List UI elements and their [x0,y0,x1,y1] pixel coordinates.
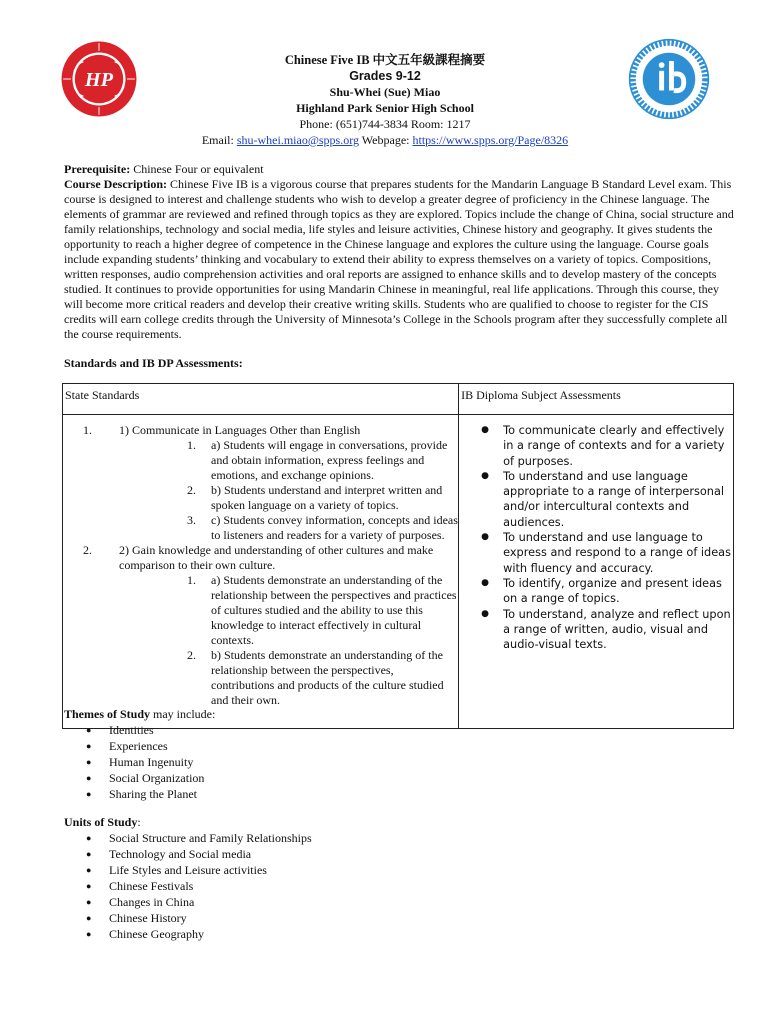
units-label: Units of Study [64,815,138,829]
bullet-icon: ● [86,725,92,735]
school-name: Highland Park Senior High School [296,101,474,115]
standards-section-title: Standards and IB DP Assessments: [64,356,243,370]
bullet-icon: ● [86,865,92,875]
sub-standard-number: 1. [187,573,196,587]
prerequisite [64,162,734,177]
unit-item [64,910,664,926]
teacher-name: Shu-Whei (Sue) Miao [329,85,441,99]
ib-world-school-logo [628,38,710,120]
table-header-row [63,384,734,415]
svg-text:HP: HP [84,69,114,92]
themes-of-study [64,706,664,802]
theme-item [64,722,664,738]
units-list [64,830,664,942]
sub-standard-number: 2. [187,648,196,662]
unit-item [64,846,664,862]
bullet-icon: ● [86,897,92,907]
theme-text: Identities [109,723,154,737]
unit-text: Technology and Social media [109,847,252,861]
standard-item [63,423,458,543]
sub-standard-item [119,483,458,513]
ib-assessment-text: To identify, organize and present ideas on a range of topics. [503,576,722,606]
prerequisite-label: Prerequisite: [64,162,131,176]
sub-standard-item [119,513,458,543]
bullet-icon: ● [481,608,489,619]
unit-text: Chinese Geography [109,927,204,941]
contact-line [140,132,630,148]
units-of-study [64,814,664,942]
ib-assessment-item [459,530,733,576]
unit-item [64,894,664,910]
sub-standard-number: 1. [187,438,196,452]
standard-text: 2) Gain knowledge and understanding of other cultures and make comparison to their own culture. [119,543,434,572]
bullet-icon: ● [86,881,92,891]
units-suffix: : [137,815,141,829]
webpage-label: Webpage: [361,133,410,147]
state-standards-list [63,423,458,708]
ib-assessment-item [459,576,733,607]
unit-text: Social Structure and Family Relationships [109,831,312,845]
unit-text: Changes in China [109,895,195,909]
prerequisite-text: Chinese Four or equivalent [133,162,264,176]
standard-number: 1. [83,423,92,437]
standard-item [63,543,458,708]
ib-assessment-item [459,469,733,530]
course-description [64,177,734,342]
unit-item [64,830,664,846]
bullet-icon: ● [86,757,92,767]
unit-text: Life Styles and Leisure activities [109,863,267,877]
webpage-link[interactable]: https://www.spps.org/Page/8326 [412,133,569,147]
bullet-icon: ● [86,773,92,783]
ib-assessments-list [459,423,733,652]
themes-label: Themes of Study [64,707,151,721]
ib-assessment-item [459,423,733,469]
unit-item [64,878,664,894]
standards-table [62,383,734,729]
unit-text: Chinese Festivals [109,879,194,893]
standard-number: 2. [83,543,92,557]
state-standards-cell [63,415,459,729]
sub-standard-item [119,648,458,708]
theme-item [64,738,664,754]
sub-standard-text: a) Students will engage in conversations, provide and obtain information, express feelings and emotions, and exchange opinions. [211,438,448,482]
unit-text: Chinese History [109,911,187,925]
sub-standard-list [119,438,458,543]
bullet-icon: ● [481,425,489,435]
bullet-icon: ● [86,849,92,859]
ib-assessment-item [459,607,733,653]
themes-heading [64,706,664,722]
theme-text: Social Organization [109,771,205,785]
unit-item [64,862,664,878]
email-label: Email: [201,133,234,147]
email-link[interactable]: shu-whei.miao@spps.org [236,133,359,147]
unit-item [64,926,664,942]
course-title: Chinese Five IB 中文五年級課程摘要 [284,53,486,67]
highland-park-seal-logo [60,40,138,118]
state-standards-header: State Standards [63,384,459,415]
grade-range: Grades 9-12 [349,69,421,83]
ib-assessment-text: To understand and use language to express and respond to a range of ideas with fluency and accuracy. [503,531,731,575]
sub-standard-text: b) Students understand and interpret written and spoken language on a variety of topics. [211,483,443,512]
themes-suffix: may include: [150,707,216,721]
bullet-icon: ● [86,913,92,923]
phone-room-line: Phone: (651)744-3834 Room: 1217 [299,117,471,131]
standard-text: 1) Communicate in Languages Other than English [119,423,361,437]
bullet-icon: ● [86,789,92,799]
sub-standard-text: b) Students demonstrate an understanding of the relationship between the perspectives, contributions and products of the culture studied and their own. [211,648,444,707]
ib-assessment-text: To understand and use language appropriate to a range of interpersonal and/or intercultural contexts and audiences. [503,469,725,529]
sub-standard-list [119,573,458,708]
bullet-icon: ● [86,929,92,939]
bullet-icon: ● [86,833,92,843]
sub-standard-text: c) Students convey information, concepts and ideas to listeners and readers for a variety of purposes. [211,513,458,542]
sub-standard-item [119,438,458,483]
course-description-text: Chinese Five IB is a vigorous course that prepares students for the Mandarin Language B Standard Level exam. This course is designed to interest and challenge students who wish to develop a greater degree of proficiency in the Chinese language. The elements of grammar are reviewed and refined through topics as they are explored. Topics include the change of China, social structure and family relationships, technology and social media, life styles and leisure activities, Chinese history and geography. It gives students the opportunity to reach a higher degree of competence in the Chinese language and explores the culture using the language. Course goals include expanding students’ thinking and vocabulary to extend their ability to express themselves on a variety of topics. Compositions, written responses, audio comprehension activities and oral reports are assigned to enhance skills and to develop mastery of the concepts studied. It continues to provide opportunities for using Mandarin Chinese in meaningful, real life applications. Through this course, they will become more critical readers and develop their creative writing skills. Students who are qualified to choose to register for the CIS credits will earn college credits through the University of Minnesota’s College in the Schools program after they successfully complete all the course requirements. [64,177,734,341]
units-heading [64,814,664,830]
theme-item [64,786,664,802]
bullet-icon: ● [481,577,489,588]
bullet-icon: ● [481,532,489,543]
theme-text: Experiences [109,739,168,753]
sub-standard-text: a) Students demonstrate an understanding of the relationship between the perspectives and practices of cultures studied and the ability to use this knowledge to interact effectively in cultural contexts. [211,573,457,647]
theme-text: Sharing the Planet [109,787,197,801]
bullet-icon: ● [481,470,489,481]
sub-standard-item [119,573,458,648]
themes-list [64,722,664,802]
ib-assessments-cell [459,415,734,729]
document-header [140,52,630,148]
theme-item [64,770,664,786]
table-body-row [63,415,734,729]
sub-standard-number: 2. [187,483,196,497]
course-description-label: Course Description: [64,177,167,191]
bullet-icon: ● [86,741,92,751]
ib-assessment-text: To communicate clearly and effectively in a range of contexts and for a variety of purposes. [503,424,725,468]
ib-assessments-header: IB Diploma Subject Assessments [459,384,734,415]
sub-standard-number: 3. [187,513,196,527]
ib-assessment-text: To understand, analyze and reflect upon a range of written, audio, visual and audio-visual texts. [503,607,731,652]
theme-text: Human Ingenuity [109,755,194,769]
course-overview [64,162,734,342]
theme-item [64,754,664,770]
